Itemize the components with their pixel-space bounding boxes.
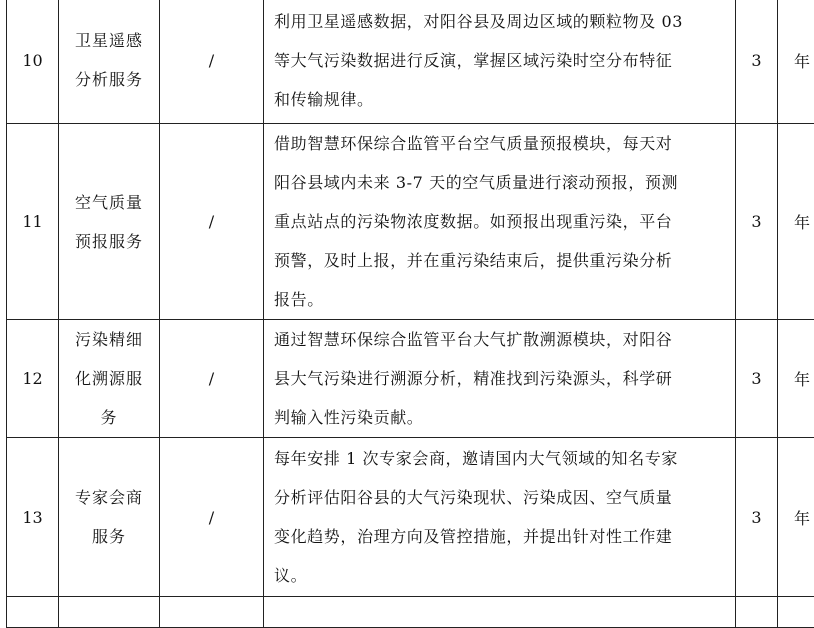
service-name-line: 专家会商 <box>59 478 159 517</box>
description-line: 等大气污染数据进行反演，掌握区域污染时空分布特征 <box>274 41 735 80</box>
description-line: 议。 <box>274 556 735 595</box>
description-line: 每年安排 1 次专家会商，邀请国内大气领域的知名专家 <box>274 439 735 478</box>
table-row <box>7 438 814 597</box>
quantity-cell: 3 <box>736 438 778 597</box>
table-row <box>7 124 814 320</box>
service-name <box>59 0 160 124</box>
unit-cell: 年 <box>778 124 814 320</box>
budget-cell: / <box>160 320 264 438</box>
service-name <box>59 124 160 320</box>
table-row-partial <box>7 597 814 628</box>
row-number: 13 <box>7 438 59 597</box>
service-description <box>264 124 736 320</box>
description-line: 和传输规律。 <box>274 80 735 119</box>
unit-cell: 年 <box>778 320 814 438</box>
empty-cell <box>778 597 814 628</box>
empty-cell <box>160 597 264 628</box>
table-row <box>7 0 814 124</box>
description-line: 分析评估阳谷县的大气污染现状、污染成因、空气质量 <box>274 478 735 517</box>
description-line: 判输入性污染贡献。 <box>274 398 735 437</box>
service-name-line: 务 <box>59 398 159 437</box>
description-line: 重点站点的污染物浓度数据。如预报出现重污染，平台 <box>274 202 735 241</box>
description-line: 变化趋势，治理方向及管控措施，并提出针对性工作建 <box>274 517 735 556</box>
description-line: 阳谷县域内未来 3-7 天的空气质量进行滚动预报，预测 <box>274 163 735 202</box>
service-name <box>59 438 160 597</box>
row-number: 10 <box>7 0 59 124</box>
description-line: 县大气污染进行溯源分析，精准找到污染源头，科学研 <box>274 359 735 398</box>
service-description <box>264 0 736 124</box>
service-name-line: 化溯源服 <box>59 359 159 398</box>
empty-cell <box>59 597 160 628</box>
service-name-line: 预报服务 <box>59 222 159 261</box>
unit-cell: 年 <box>778 438 814 597</box>
budget-cell: / <box>160 438 264 597</box>
empty-cell <box>736 597 778 628</box>
empty-cell <box>7 597 59 628</box>
quantity-cell: 3 <box>736 0 778 124</box>
service-name-line: 服务 <box>59 517 159 556</box>
service-name-line: 分析服务 <box>59 60 159 99</box>
description-line: 借助智慧环保综合监管平台空气质量预报模块，每天对 <box>274 124 735 163</box>
row-number: 12 <box>7 320 59 438</box>
quantity-cell: 3 <box>736 124 778 320</box>
service-name-line: 卫星遥感 <box>59 21 159 60</box>
budget-cell: / <box>160 124 264 320</box>
table-row <box>7 320 814 438</box>
description-line: 预警，及时上报，并在重污染结束后，提供重污染分析 <box>274 241 735 280</box>
budget-cell: / <box>160 0 264 124</box>
description-line: 利用卫星遥感数据，对阳谷县及周边区域的颗粒物及 03 <box>274 2 735 41</box>
service-description <box>264 438 736 597</box>
service-name <box>59 320 160 438</box>
service-table <box>6 0 814 628</box>
service-description <box>264 320 736 438</box>
empty-cell <box>264 597 736 628</box>
quantity-cell: 3 <box>736 320 778 438</box>
unit-cell: 年 <box>778 0 814 124</box>
service-name-line: 污染精细 <box>59 320 159 359</box>
description-line: 通过智慧环保综合监管平台大气扩散溯源模块，对阳谷 <box>274 320 735 359</box>
service-name-line: 空气质量 <box>59 183 159 222</box>
row-number: 11 <box>7 124 59 320</box>
description-line: 报告。 <box>274 280 735 319</box>
